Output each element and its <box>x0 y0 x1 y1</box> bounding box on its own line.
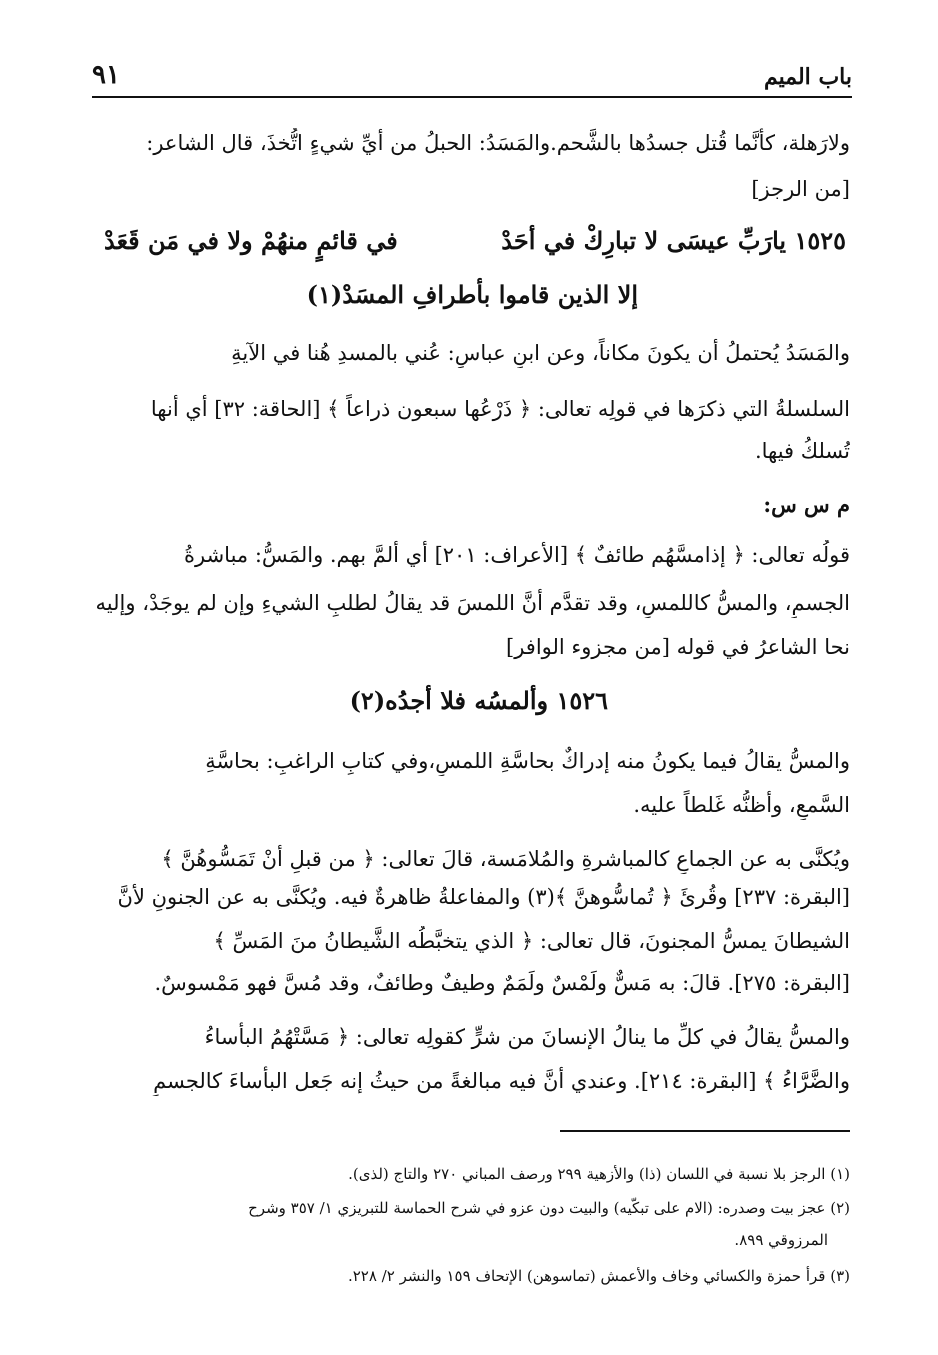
body-line: [البقرة: ٢٣٧] وقُرئَ ﴿ تُماسُّوهنَّ ﴾(٣) والمفاعلةُ ظاهرةٌ فيه. ويُكنَّى به عن الجنونِ لأنَّ <box>117 885 850 909</box>
body-line: والمسُّ يقالُ فيما يكونُ منه إدراكٌ بحاسَّةِ اللمسِ،وفي كتابِ الراغبِ: بحاسَّةِ <box>205 749 850 773</box>
footnote-divider <box>560 1130 850 1132</box>
body-line: ولارَهلة، كأنَّما قُتل جسدُها بالشَّحم.والمَسَدُ: الحبلُ من أيِّ شيءٍ اتُّخذَ، قال الشاعر: <box>146 131 850 155</box>
verse-1525-left: في قائمٍ منهُمْ ولا في مَن قَعَدْ <box>104 226 398 255</box>
meter-label: [من الرجز] <box>751 177 850 201</box>
section-heading: م س س: <box>763 492 850 517</box>
footnote-2-continuation: المرزوقي ٨٩٩. <box>734 1231 828 1249</box>
verse-1525-second-line: إلا الذين قاموا بأطرافِ المسَدْ(١) <box>306 280 638 309</box>
body-line: السلسلةُ التي ذكرَها في قولِه تعالى: ﴿ ذَرْعُها سبعون ذراعاً ﴾ [الحاقة: ٣٢] أي أنها <box>150 397 850 421</box>
body-line: الجسمِ، والمسُّ كاللمسِ، وقد تقدَّم أنَّ اللمسَ قد يقالُ لطلبِ الشيءِ وإن لم يوجَدْ، وإليه <box>95 591 850 615</box>
body-line: والمَسَدُ يُحتملُ أن يكونَ مكاناً، وعن ابنِ عباسٍ: عُني بالمسدِ هُنا في الآيةِ <box>231 341 850 365</box>
body-line: ويُكنَّى به عن الجماعِ كالمباشرةِ والمُلامَسة، قالَ تعالى: ﴿ من قبلِ أنْ تَمَسُّوهُنَّ ﴾ <box>161 847 850 871</box>
footnote-3: (٣) قرأ حمزة والكسائي وخاف والأعمش (تماسوهن) الإتحاف ١٥٩ والنشر ٢/ ٢٢٨. <box>347 1267 850 1285</box>
footnote-2: (٢) عجز بيت وصدره: (الام على تبكّيه) والبيت دون عزو في شرح الحماسة للتبريزي ١/ ٣٥٧ وشرح <box>248 1199 850 1217</box>
body-line: [البقرة: ٢٧٥]. قالَ: به مَسٌّ ولَمْسٌ ولَمَمٌ وطيفٌ وطائفٌ، وقد مُسَّ فهو مَمْسوسٌ. <box>154 971 850 995</box>
body-line: قولُه تعالى: ﴿ إذامسَّهُم طائفٌ ﴾ [الأعراف: ٢٠١] أي ألمَّ بهم. والمَسُّ: مباشرةُ <box>184 543 850 567</box>
body-line: تُسلكُ فيها. <box>754 439 850 463</box>
body-line: والضَّرَّاءُ ﴾ [البقرة: ٢١٤]. وعندي أنَّ فيه مبالغةً من حيثُ إنه جَعل البأساءَ كالجسمِ <box>153 1069 850 1093</box>
running-header <box>92 56 852 98</box>
footnote-1: (١) الرجز بلا نسبة في اللسان (ذا) والأزهية ٢٩٩ ورصف المباني ٢٧٠ والتاج (لذى). <box>348 1165 850 1183</box>
chapter-title: باب الميم <box>763 64 852 90</box>
verse-1525-right: ١٥٢٥ يارَبِّ عيسَى لا تبارِكْ في أحَدْ <box>501 226 846 255</box>
body-line: الشيطانَ يمسُّ المجنونَ، قال تعالى: ﴿ الذي يتخبَّطُه الشَّيطانُ منَ المَسِّ ﴾ <box>213 929 850 953</box>
body-line: نحا الشاعرُ في قوله [من مجزوء الوافر] <box>506 635 850 659</box>
page-number: ٩١ <box>92 60 120 90</box>
body-line: والمسُّ يقالُ في كلِّ ما ينالُ الإنسانَ من شرٍّ كقولِه تعالى: ﴿ مَسَّتْهُمُ البأساءُ <box>204 1025 850 1049</box>
verse-1526: ١٥٢٦ وألمسُه فلا أجدُه(٢) <box>349 686 608 715</box>
body-line: السَّمعِ، وأظنُّه غَلطاً عليه. <box>633 793 850 817</box>
